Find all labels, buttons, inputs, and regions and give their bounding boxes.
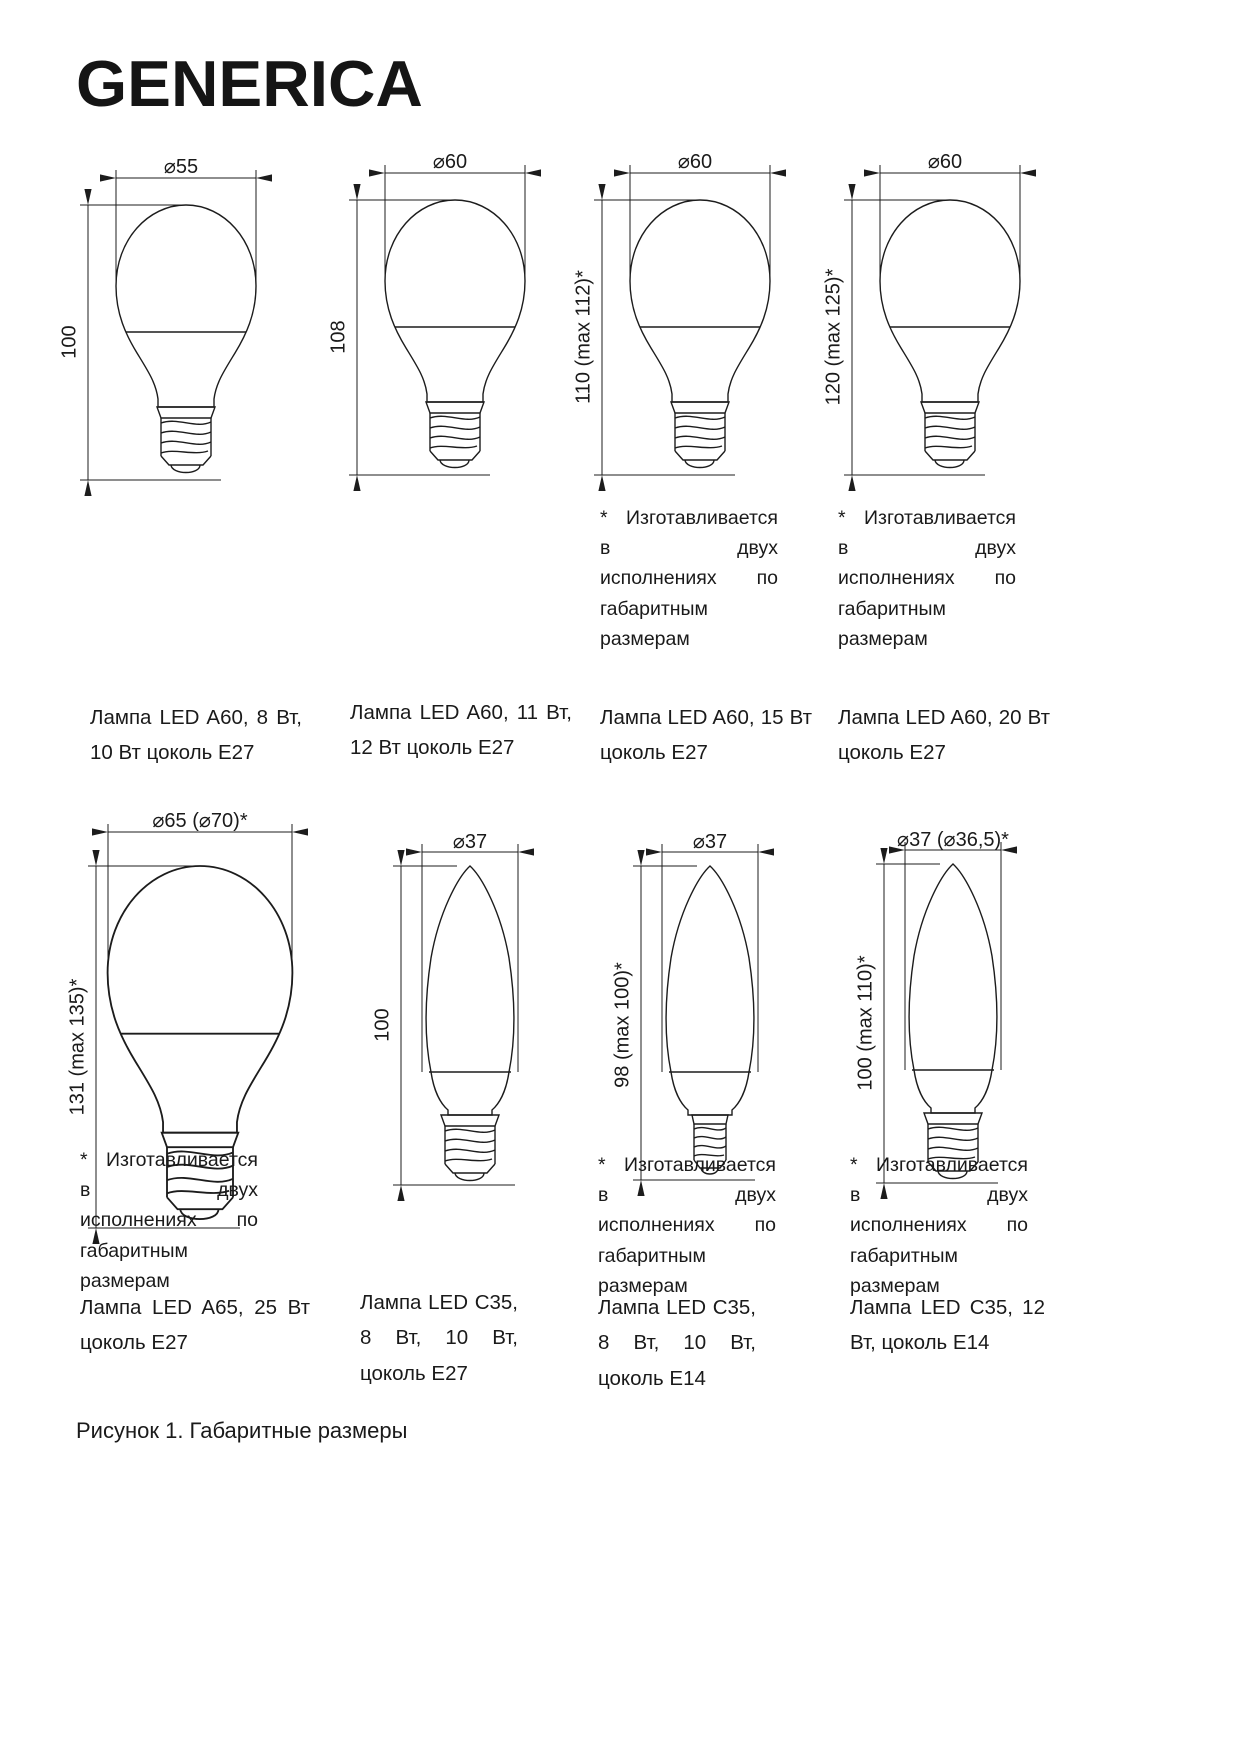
diameter-dim-label: ⌀37	[692, 831, 728, 853]
bulb-outline	[880, 200, 1020, 468]
diameter-dim-label: ⌀37 (⌀36,5)*	[897, 829, 1009, 851]
height-dim-label: 131 (max 135)*	[66, 978, 89, 1116]
height-dim-label: 110 (max 112)*	[572, 270, 595, 404]
bulb-outline	[385, 200, 525, 468]
figure-a60-20w	[820, 151, 1070, 500]
figure-a60-11-12w	[325, 151, 575, 500]
bulb-outline	[630, 200, 770, 468]
height-dim-label: 100	[58, 325, 81, 359]
diameter-dim-label: ⌀55	[163, 156, 199, 178]
generica-logo: GENERICA	[76, 49, 423, 121]
lamp-label: Лампа LED A60, 20 Вт цоколь E27	[838, 706, 1050, 765]
lamp-label: Лампа LED C35, 8 Вт, 10 Вт, цоколь E14	[598, 1296, 756, 1390]
dimension-lines	[594, 165, 770, 475]
lamp-label: Лампа LED A60, 15 Вт цоколь E27	[600, 706, 812, 765]
bulb-outline	[116, 205, 256, 473]
diameter-dim-label: ⌀37	[452, 831, 488, 853]
manufacturing-note: * Изготавливается в двух исполнениях по габаритным размерам	[80, 1149, 258, 1292]
bulb-outline	[426, 866, 514, 1181]
diameter-dim-label: ⌀60	[677, 151, 713, 173]
height-dim-label: 120 (max 125)*	[822, 268, 845, 406]
dimension-lines	[393, 844, 518, 1185]
lamp-drawing-a60	[56, 160, 306, 505]
lamp-drawing-a60	[820, 155, 1070, 500]
manufacturing-note: * Изготавливается в двух исполнениях по габаритным размерам	[838, 507, 1016, 650]
lamp-label: Лампа LED C35, 12 Вт, цоколь E14	[850, 1296, 1045, 1355]
dimension-lines	[844, 165, 1020, 475]
figure-a60-8-10w	[56, 156, 306, 505]
figure-a60-15w	[570, 151, 820, 500]
manufacturing-note: * Изготавливается в двух исполнениях по габаритным размерам	[598, 1154, 776, 1297]
lamp-label: Лампа LED A60, 11 Вт, 12 Вт цоколь E27	[350, 701, 572, 760]
dimension-lines	[876, 842, 1001, 1183]
bulb-outline	[909, 864, 997, 1179]
dimension-lines	[349, 165, 525, 475]
diameter-dim-label: ⌀60	[927, 151, 963, 173]
height-dim-label: 100 (max 110)*	[854, 955, 877, 1091]
height-dim-label: 100	[371, 1008, 394, 1042]
lamp-label: Лампа LED C35, 8 Вт, 10 Вт, цоколь E27	[360, 1291, 518, 1385]
lamp-label: Лампа LED A65, 25 Вт цоколь E27	[80, 1296, 310, 1355]
figure-caption: Рисунок 1. Габаритные размеры	[76, 1418, 408, 1443]
lamp-label: Лампа LED A60, 8 Вт, 10 Вт цоколь E27	[90, 706, 302, 765]
dimension-lines	[633, 844, 758, 1180]
lamp-drawing-a60	[325, 155, 575, 500]
manufacturing-note: * Изготавливается в двух исполнениях по габаритным размерам	[600, 507, 778, 650]
diameter-dim-label: ⌀60	[432, 151, 468, 173]
lamp-drawing-a60	[570, 155, 820, 500]
dimension-lines	[80, 170, 256, 480]
diameter-dim-label: ⌀65 (⌀70)*	[152, 810, 248, 832]
figure-c35-e27	[345, 831, 595, 1238]
height-dim-label: 108	[327, 320, 350, 354]
bulb-outline	[666, 866, 754, 1174]
height-dim-label: 98 (max 100)*	[611, 962, 634, 1088]
manufacturing-note: * Изготавливается в двух исполнениях по габаритным размерам	[850, 1154, 1028, 1297]
